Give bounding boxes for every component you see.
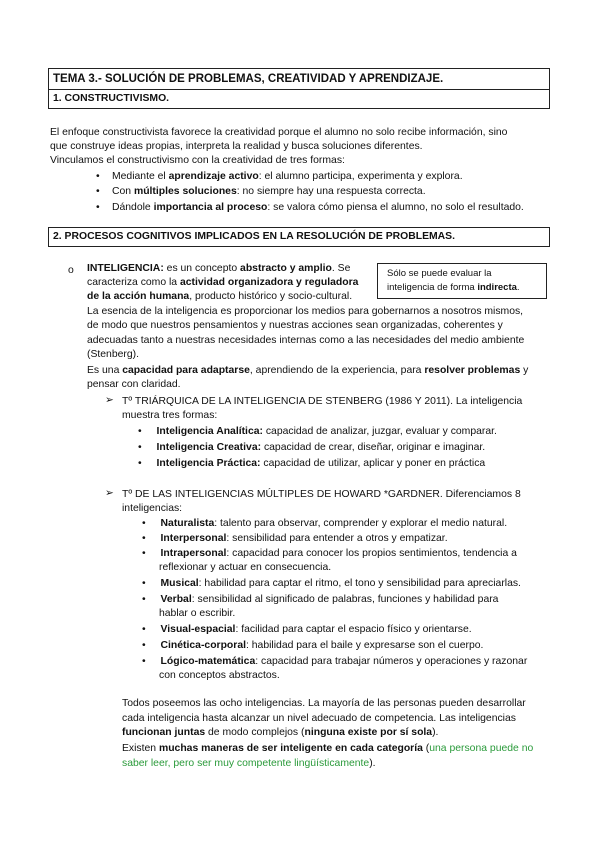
list-item	[142, 547, 517, 561]
intel-line-1	[87, 262, 350, 276]
bullet-text: : no siempre hay una respuesta correcta.	[236, 186, 426, 197]
intel-line-2	[87, 276, 358, 290]
item-term: Intrapersonal	[160, 548, 227, 559]
list-item	[138, 441, 485, 455]
item-text: : sensibilidad al significado de palabras, funciones y habilidad para	[191, 594, 499, 605]
closing-text: ).	[432, 727, 439, 738]
intel-text: , aprendiendo de la experiencia, para	[249, 365, 425, 376]
section-2-heading: 2. PROCESOS COGNITIVOS IMPLICADOS EN LA RESOLUCIÓN DE PROBLEMAS.	[48, 227, 550, 247]
intel-bold: abstracto y amplio	[240, 263, 332, 274]
bullet-icon: •	[142, 548, 146, 559]
intel-text: Es una	[87, 365, 123, 376]
closing-bold: funcionan juntas	[122, 727, 206, 738]
intel-bold: de la acción humana	[87, 291, 190, 302]
bullet-bold: múltiples soluciones	[133, 186, 237, 197]
bullet-bold: aprendizaje activo	[168, 171, 259, 182]
closing-bold: ninguna existe por sí sola	[304, 727, 433, 738]
item-text: : talento para observar, comprender y explorar el medio natural.	[214, 518, 508, 529]
item-text: capacidad de crear, diseñar, originar e imaginar.	[261, 442, 486, 453]
item-text: : habilidad para captar el ritmo, el tono y sensibilidad para apreciarlas.	[198, 578, 521, 589]
closing-text: ).	[369, 758, 376, 769]
list-item	[138, 457, 485, 471]
item-text: : capacidad para trabajar números y operaciones y razonar	[255, 656, 528, 667]
bullet-text: Mediante el	[112, 171, 169, 182]
bullet-icon: •	[138, 426, 142, 437]
bullet-icon: •	[142, 578, 146, 589]
closing-line-4	[122, 742, 533, 756]
document-title: TEMA 3.- SOLUCIÓN DE PROBLEMAS, CREATIVIDAD Y APRENDIZAJE.	[48, 68, 550, 90]
intel-text: , producto histórico y socio-cultural.	[189, 291, 353, 302]
item-text: : habilidad para el baile y expresarse son el cuerpo.	[246, 640, 484, 651]
closing-text: Existen	[122, 743, 159, 754]
intel-line-5: de modo que nuestros pensamientos y nuestras acciones sean organizadas, coherentes y	[87, 320, 503, 331]
intel-bold: capacidad para adaptarse	[122, 365, 250, 376]
list-item	[142, 623, 472, 637]
bullet-text: : el alumno participa, experimenta y explora.	[258, 171, 463, 182]
bullet-icon: •	[142, 624, 146, 635]
bullet-icon: •	[138, 458, 142, 469]
item-term: Cinética-corporal	[160, 640, 246, 651]
item-term: Visual-espacial	[160, 624, 236, 635]
closing-line-1: Todos poseemos las ocho inteligencias. La mayoría de las personas pueden desarrollar	[122, 698, 526, 709]
list-item	[142, 655, 527, 669]
bullet-bold: importancia al proceso	[153, 202, 268, 213]
intel-text: es un concepto	[163, 263, 241, 274]
triarchic-line-2: muestra tres formas:	[122, 410, 218, 421]
item-continuation: reflexionar y actuar en consecuencia.	[159, 562, 332, 573]
multiple-line-1: Tº DE LAS INTELIGENCIAS MÚLTIPLES DE HOWARD *GARDNER. Diferenciamos 8	[122, 489, 521, 500]
bullet-icon: •	[142, 533, 146, 544]
item-text: : capacidad para conocer los propios sentimientos, tendencia a	[226, 548, 517, 559]
item-text: : facilidad para captar el espacio físico y orientarse.	[235, 624, 472, 635]
list-item	[142, 577, 521, 591]
bullet-icon: •	[96, 171, 100, 182]
section-1-heading: 1. CONSTRUCTIVISMO.	[48, 89, 550, 109]
intel-term: INTELIGENCIA:	[87, 263, 164, 274]
note-text: inteligencia de forma	[387, 282, 478, 293]
bullet-text: Con	[112, 186, 134, 197]
closing-text: de modo complejos (	[205, 727, 305, 738]
intel-line-3	[87, 290, 352, 304]
intel-text: caracteriza como la	[87, 277, 180, 288]
intel-line-8	[87, 364, 528, 378]
arrow-bullet-icon: ➢	[105, 488, 114, 499]
intro-line-3: Vinculamos el constructivismo con la creatividad de tres formas:	[50, 155, 345, 166]
closing-line-5	[122, 757, 376, 771]
list-item	[142, 639, 483, 653]
multiple-line-2: inteligencias:	[122, 503, 183, 514]
intro-line-1: El enfoque constructivista favorece la creatividad porque el alumno no solo recibe información, sino	[50, 127, 508, 138]
bullet-icon: •	[142, 656, 146, 667]
intel-line-9: pensar con claridad.	[87, 379, 181, 390]
intro-line-2: que construye ideas propias, interpreta la realidad y busca soluciones diferentes.	[50, 141, 423, 152]
triarchic-line-1: Tº TRIÁRQUICA DE LA INTELIGENCIA DE STENBERG (1986 Y 2011). La inteligencia	[122, 396, 523, 407]
bullet-icon: •	[138, 442, 142, 453]
intel-line-4: La esencia de la inteligencia es proporcionar los medios para gobernarnos a nosotros mismos,	[87, 306, 524, 317]
note-line-1: Sólo se puede evaluar la	[387, 268, 492, 279]
closing-green-text: una persona puede no	[429, 743, 534, 754]
bullet-icon: •	[142, 640, 146, 651]
item-text: capacidad de analizar, juzgar, evaluar y comparar.	[262, 426, 497, 437]
note-emphasis: indirecta	[477, 282, 517, 293]
arrow-bullet-icon: ➢	[105, 395, 114, 406]
circle-bullet-icon: o	[68, 265, 74, 276]
closing-line-3	[122, 726, 438, 740]
closing-bold: muchas maneras de ser inteligente en cada categoría	[158, 743, 423, 754]
item-term: Inteligencia Creativa:	[156, 442, 262, 453]
bullet-icon: •	[96, 202, 100, 213]
note-line-2	[387, 281, 537, 295]
item-text: capacidad de utilizar, aplicar y poner en práctica	[260, 458, 486, 469]
item-continuation: con conceptos abstractos.	[159, 670, 280, 681]
list-item	[142, 593, 498, 607]
item-term: Inteligencia Analítica:	[156, 426, 263, 437]
item-term: Naturalista	[160, 518, 215, 529]
intel-text: . Se	[331, 263, 351, 274]
closing-line-2: cada inteligencia hasta alcanzar un nivel adecuado de competencia. Las inteligencias	[122, 713, 516, 724]
bullet-icon: •	[96, 186, 100, 197]
bullet-icon: •	[142, 518, 146, 529]
item-term: Lógico-matemática	[160, 656, 256, 667]
intel-line-6: adecuadas tanto a nuestras necesidades internas como a las necesidades del medio ambiente	[87, 335, 525, 346]
note-box	[377, 263, 547, 299]
intel-bold: actividad organizadora y reguladora	[179, 277, 359, 288]
item-term: Musical	[160, 578, 199, 589]
bullet-text: : se valora cómo piensa el alumno, no solo el resultado.	[267, 202, 524, 213]
list-item	[142, 517, 507, 531]
list-item	[142, 532, 448, 546]
item-text: : sensibilidad para entender a otros y empatizar.	[226, 533, 448, 544]
item-continuation: hablar o escribir.	[159, 608, 236, 619]
item-term: Interpersonal	[160, 533, 227, 544]
closing-text: (	[422, 743, 430, 754]
list-item	[138, 425, 497, 439]
item-term: Inteligencia Práctica:	[156, 458, 261, 469]
closing-green-text: saber leer, pero ser muy competente lingüísticamente	[122, 758, 370, 769]
bullet-icon: •	[142, 594, 146, 605]
note-text: .	[516, 282, 520, 293]
intel-line-7: (Stenberg).	[87, 349, 139, 360]
intel-text: y	[520, 365, 529, 376]
item-term: Verbal	[160, 594, 192, 605]
intel-bold: resolver problemas	[424, 365, 521, 376]
bullet-text: Dándole	[112, 202, 154, 213]
